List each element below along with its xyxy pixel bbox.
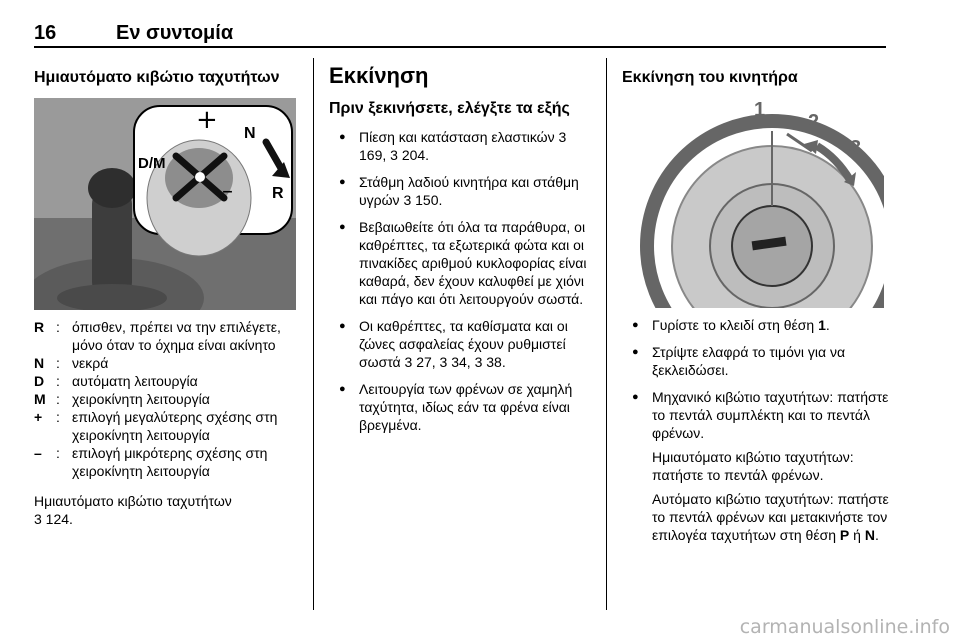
list-item: ● Βεβαιωθείτε ότι όλα τα παράθυρα, οι καθρέπτες, τα εξωτερικά φώτα και οι πινακίδες αριθμού κυκλοφορίας είναι καθαρά, δεν έχουν καλυφθεί με χιόνι και πάγο και ότι λειτουργούν σωστά. — [329, 218, 597, 308]
legend-row: D : αυτόματη λειτουργία — [34, 372, 296, 390]
legend-key: N — [34, 355, 45, 371]
position-1-label: 1 — [754, 99, 766, 121]
page-header — [34, 0, 886, 48]
list-item: ● Οι καθρέπτες, τα καθίσματα και οι ζώνες ασφαλείας έχουν ρυθμιστεί σωστά 3 27, 3 34, 3 38. — [329, 317, 597, 371]
cross-reference — [34, 492, 296, 528]
section-heading: Εκκίνηση του κινητήρα — [622, 69, 798, 86]
column-divider-1 — [313, 58, 314, 610]
page-title: Εν συντομία — [116, 22, 234, 44]
legend-text: αυτόματη λειτουργία — [72, 373, 198, 389]
ignition-illustration — [622, 96, 884, 308]
section-heading: Εκκίνηση — [329, 63, 429, 88]
position-0-label: 0 — [644, 249, 656, 271]
gear-legend — [34, 318, 296, 480]
sub-heading: Πριν ξεκινήσετε, ελέγξτε τα εξής — [329, 100, 570, 117]
legend-row: M : χειροκίνητη λειτουργία — [34, 390, 296, 408]
list-item: ● Στρίψτε ελαφρά το τιμόνι για να ξεκλειδώσει. — [622, 343, 892, 379]
column-semi-automatic — [34, 56, 296, 528]
list-item: ● Στάθμη λαδιού κινητήρα και στάθμη υγρών 3 150. — [329, 173, 597, 209]
legend-row: + : επιλογή μεγαλύτερης σχέσης στη χειροκίνητη λειτουργία — [34, 408, 296, 444]
column-engine-start — [622, 56, 892, 553]
column-starting — [329, 56, 597, 443]
legend-text: χειροκίνητη λειτουργία — [72, 391, 210, 407]
legend-row: R : όπισθεν, πρέπει να την επιλέγετε, μόνο όταν το όχημα είναι ακίνητο — [34, 318, 296, 354]
legend-key: – — [34, 445, 42, 461]
r-label: R — [272, 185, 284, 202]
legend-row: N : νεκρά — [34, 354, 296, 372]
engine-start-steps — [622, 316, 892, 544]
list-item: ● Μηχανικό κιβώτιο ταχυτήτων: πατήστε το πεντάλ συμπλέκτη και το πεντάλ φρένων. Ημιαυτόματο κιβώτιο ταχυτήτων: πατήστε το πεντάλ φρένων. Αυτόματο κιβώτιο ταχυτήτων: πατήστε το πεντάλ φρένων και μετακινήστε τον επιλογέα ταχυτήτων στη θέση P ή N. — [622, 388, 892, 544]
minus-label: – — [222, 179, 233, 204]
legend-text: νεκρά — [72, 355, 109, 371]
dm-label: D/M — [138, 155, 166, 172]
position-2-label: 2 — [808, 111, 820, 133]
legend-row: – : επιλογή μικρότερης σχέσης στη χειροκίνητη λειτουργία — [34, 444, 296, 480]
gear-selector-illustration — [34, 98, 296, 310]
watermark: carmanualsonline.info — [739, 616, 950, 638]
position-3-label: 3 — [850, 137, 862, 159]
n-label: N — [244, 125, 256, 142]
list-item: ● Λειτουργία των φρένων σε χαμηλή ταχύτητα, ιδίως εάν τα φρένα είναι βρεγμένα. — [329, 380, 597, 434]
list-item: ● Γυρίστε το κλειδί στη θέση 1. — [622, 316, 892, 334]
legend-text: επιλογή μεγαλύτερης σχέσης στη χειροκίνητη λειτουργία — [72, 409, 278, 443]
page-number: 16 — [34, 22, 57, 44]
checklist — [329, 128, 597, 434]
header-rule — [34, 46, 886, 48]
legend-key: M — [34, 391, 46, 407]
legend-key: D — [34, 373, 45, 389]
section-heading: Ημιαυτόματο κιβώτιο ταχυτήτων — [34, 69, 280, 86]
column-divider-2 — [606, 58, 607, 610]
cross-reference-page: 3 124. — [34, 511, 73, 527]
cross-reference-text: Ημιαυτόματο κιβώτιο ταχυτήτων — [34, 493, 232, 509]
legend-text: όπισθεν, πρέπει να την επιλέγετε, μόνο όταν το όχημα είναι ακίνητο — [72, 319, 281, 353]
legend-text: επιλογή μικρότερης σχέσης στη χειροκίνητη λειτουργία — [72, 445, 268, 479]
legend-key: R — [34, 319, 45, 335]
list-item: ● Πίεση και κατάσταση ελαστικών 3 169, 3 204. — [329, 128, 597, 164]
plus-label: + — [196, 105, 218, 135]
legend-key: + — [34, 409, 43, 425]
